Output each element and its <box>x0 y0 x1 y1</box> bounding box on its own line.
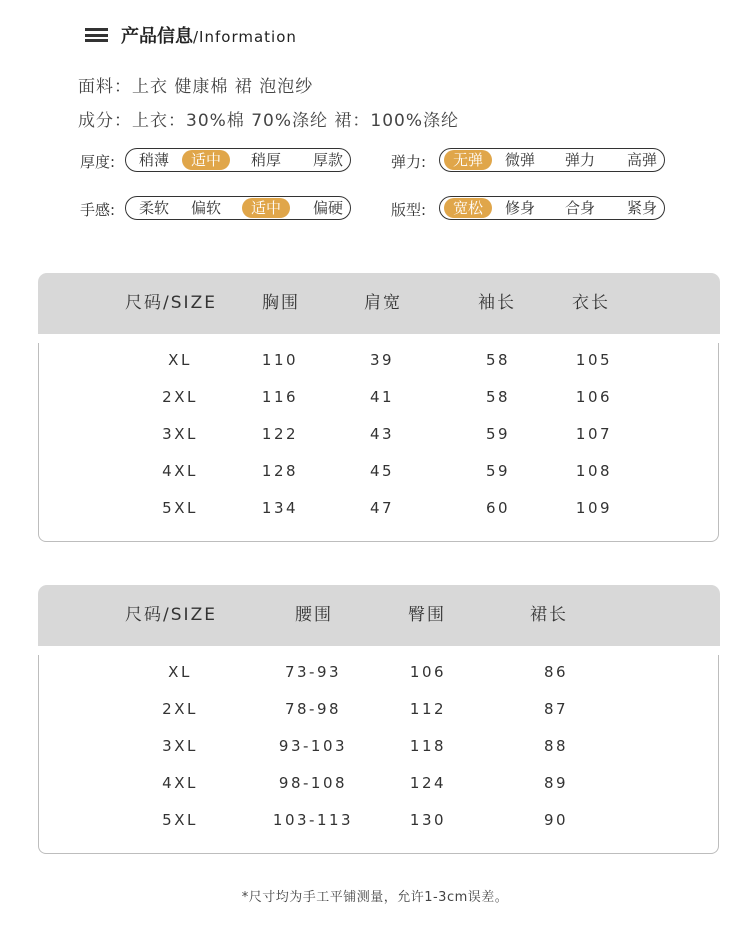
size-cell: 3XL <box>162 737 198 755</box>
title-cn: 产品信息 <box>121 26 193 47</box>
top-table-header <box>38 273 720 334</box>
rating-option: 弹力 <box>564 151 595 169</box>
column-header: 尺码/SIZE <box>125 605 217 625</box>
rating-options <box>439 196 665 220</box>
table-cell: 110 <box>261 351 299 369</box>
table-cell: 59 <box>485 425 511 443</box>
table-cell: 109 <box>575 499 613 517</box>
table-cell: 86 <box>543 663 569 681</box>
table-cell: 130 <box>409 811 447 829</box>
size-cell: 4XL <box>162 462 198 480</box>
table-cell: 58 <box>485 351 511 369</box>
composition-line: 成分：上衣：30%棉 70%涤纶 裙：100%涤纶 <box>78 111 459 131</box>
rating-option: 紧身 <box>626 199 657 217</box>
table-cell: 105 <box>575 351 613 369</box>
rating-option-selected: 无弹 <box>444 150 492 170</box>
table-cell: 59 <box>485 462 511 480</box>
table-cell: 128 <box>261 462 299 480</box>
size-cell: 2XL <box>162 388 198 406</box>
rating-options <box>125 196 351 220</box>
rating-option: 微弹 <box>504 151 535 169</box>
table-cell: 108 <box>575 462 613 480</box>
table-cell: 43 <box>369 425 395 443</box>
rating-label: 弹力: <box>391 153 427 171</box>
rating-option: 稍厚 <box>250 151 281 169</box>
size-cell: 2XL <box>162 700 198 718</box>
table-cell: 78-98 <box>284 700 342 718</box>
rating-option: 偏软 <box>190 199 221 217</box>
rating-row <box>80 196 353 222</box>
rating-option-selected: 适中 <box>242 198 290 218</box>
menu-icon <box>85 28 108 42</box>
rating-option: 厚款 <box>312 151 343 169</box>
top-table-body <box>38 343 719 542</box>
rating-options <box>439 148 665 172</box>
table-cell: 89 <box>543 774 569 792</box>
rating-label: 手感: <box>80 201 116 219</box>
table-cell: 134 <box>261 499 299 517</box>
table-cell: 39 <box>369 351 395 369</box>
rating-row <box>80 148 353 174</box>
rating-label: 厚度: <box>80 153 116 171</box>
table-cell: 118 <box>409 737 447 755</box>
table-cell: 45 <box>369 462 395 480</box>
size-cell: XL <box>168 663 192 681</box>
table-cell: 116 <box>261 388 299 406</box>
table-cell: 106 <box>575 388 613 406</box>
table-cell: 41 <box>369 388 395 406</box>
table-cell: 88 <box>543 737 569 755</box>
table-cell: 106 <box>409 663 447 681</box>
table-cell: 124 <box>409 774 447 792</box>
table-cell: 73-93 <box>284 663 342 681</box>
table-cell: 107 <box>575 425 613 443</box>
rating-option-selected: 适中 <box>182 150 230 170</box>
rating-row <box>391 148 667 174</box>
table-cell: 98-108 <box>278 774 348 792</box>
column-header: 肩宽 <box>364 293 402 313</box>
table-cell: 58 <box>485 388 511 406</box>
column-header: 袖长 <box>478 293 516 313</box>
table-cell: 112 <box>409 700 447 718</box>
rating-option: 柔软 <box>138 199 169 217</box>
column-header: 裙长 <box>530 605 568 625</box>
column-header: 腰围 <box>295 605 333 625</box>
rating-option: 合身 <box>564 199 595 217</box>
column-header: 尺码/SIZE <box>125 293 217 313</box>
fabric-line: 面料：上衣 健康棉 裙 泡泡纱 <box>78 77 314 97</box>
rating-option: 偏硬 <box>312 199 343 217</box>
rating-options <box>125 148 351 172</box>
table-cell: 103-113 <box>272 811 354 829</box>
skirt-table-header <box>38 585 720 646</box>
table-cell: 60 <box>485 499 511 517</box>
skirt-table-body <box>38 655 719 854</box>
rating-option: 高弹 <box>626 151 657 169</box>
measurement-footnote: *尺寸均为手工平铺测量，允许1-3cm误差。 <box>241 890 509 905</box>
column-header: 臀围 <box>408 605 446 625</box>
table-cell: 122 <box>261 425 299 443</box>
table-cell: 90 <box>543 811 569 829</box>
rating-option: 稍薄 <box>138 151 169 169</box>
rating-option: 修身 <box>504 199 535 217</box>
table-cell: 87 <box>543 700 569 718</box>
size-cell: XL <box>168 351 192 369</box>
size-cell: 4XL <box>162 774 198 792</box>
rating-row <box>391 196 667 222</box>
size-cell: 3XL <box>162 425 198 443</box>
size-cell: 5XL <box>162 499 198 517</box>
title-en: /Information <box>193 28 297 46</box>
table-cell: 93-103 <box>278 737 348 755</box>
column-header: 胸围 <box>262 293 300 313</box>
table-cell: 47 <box>369 499 395 517</box>
rating-label: 版型: <box>391 201 427 219</box>
rating-option-selected: 宽松 <box>444 198 492 218</box>
size-cell: 5XL <box>162 811 198 829</box>
page-title <box>121 22 297 48</box>
column-header: 衣长 <box>572 293 610 313</box>
